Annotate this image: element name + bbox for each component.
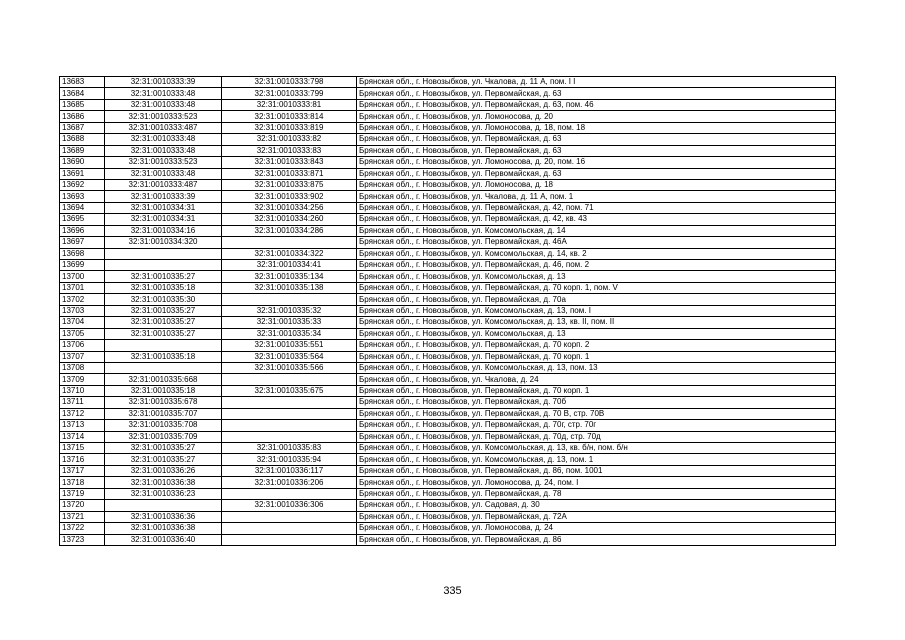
row-number-cell: 13692 (60, 179, 105, 190)
row-number-cell: 13713 (60, 420, 105, 431)
row-number-cell: 13721 (60, 511, 105, 522)
address-cell: Брянская обл., г. Новозыбков, ул. Первомайская, д. 63 (357, 145, 836, 156)
table-row (60, 282, 836, 293)
address-cell: Брянская обл., г. Новозыбков, ул. Первомайская, д. 63 (357, 134, 836, 145)
parcel-number-cell: 32:31:0010333:48 (105, 168, 222, 179)
row-number-cell: 13722 (60, 523, 105, 534)
table-row (60, 397, 836, 408)
table-row (60, 111, 836, 122)
parcel-number-cell: 32:31:0010335:18 (105, 351, 222, 362)
address-cell: Брянская обл., г. Новозыбков, ул. Чкалова, д. 11 А, пом. I I (357, 77, 836, 88)
object-number-cell: 32:31:0010334:322 (222, 248, 357, 259)
object-number-cell: 32:31:0010335:94 (222, 454, 357, 465)
object-number-cell: 32:31:0010333:819 (222, 122, 357, 133)
address-cell: Брянская обл., г. Новозыбков, ул. Первомайская, д. 86 (357, 534, 836, 545)
row-number-cell: 13723 (60, 534, 105, 545)
address-cell: Брянская обл., г. Новозыбков, ул. Чкалова, д. 24 (357, 374, 836, 385)
parcel-number-cell (105, 362, 222, 373)
object-number-cell: 32:31:0010333:798 (222, 77, 357, 88)
object-number-cell: 32:31:0010335:34 (222, 328, 357, 339)
table-row (60, 134, 836, 145)
parcel-number-cell: 32:31:0010334:320 (105, 237, 222, 248)
object-number-cell: 32:31:0010334:256 (222, 202, 357, 213)
object-number-cell: 32:31:0010334:286 (222, 225, 357, 236)
row-number-cell: 13706 (60, 340, 105, 351)
table-row (60, 271, 836, 282)
object-number-cell: 32:31:0010333:875 (222, 179, 357, 190)
parcel-number-cell: 32:31:0010336:38 (105, 477, 222, 488)
row-number-cell: 13703 (60, 305, 105, 316)
address-cell: Брянская обл., г. Новозыбков, ул. Первомайская, д. 70 корп. 2 (357, 340, 836, 351)
register-table (59, 76, 836, 546)
table-row (60, 477, 836, 488)
parcel-number-cell: 32:31:0010333:523 (105, 111, 222, 122)
parcel-number-cell: 32:31:0010335:707 (105, 408, 222, 419)
address-cell: Брянская обл., г. Новозыбков, ул. Комсомольская, д. 14, кв. 2 (357, 248, 836, 259)
row-number-cell: 13710 (60, 385, 105, 396)
table-row (60, 534, 836, 545)
address-cell: Брянская обл., г. Новозыбков, ул. Ломоносова, д. 20, пом. 16 (357, 157, 836, 168)
table-row (60, 99, 836, 110)
object-number-cell (222, 237, 357, 248)
parcel-number-cell: 32:31:0010333:48 (105, 134, 222, 145)
row-number-cell: 13699 (60, 260, 105, 271)
object-number-cell (222, 294, 357, 305)
parcel-number-cell: 32:31:0010334:31 (105, 202, 222, 213)
table-row (60, 488, 836, 499)
object-number-cell: 32:31:0010335:33 (222, 317, 357, 328)
parcel-number-cell: 32:31:0010335:27 (105, 454, 222, 465)
object-number-cell: 32:31:0010333:83 (222, 145, 357, 156)
object-number-cell (222, 431, 357, 442)
object-number-cell: 32:31:0010333:843 (222, 157, 357, 168)
object-number-cell (222, 408, 357, 419)
row-number-cell: 13688 (60, 134, 105, 145)
address-cell: Брянская обл., г. Новозыбков, ул. Комсомольская, д. 13, кв. б/н, пом. б/н (357, 443, 836, 454)
parcel-number-cell: 32:31:0010335:27 (105, 328, 222, 339)
row-number-cell: 13718 (60, 477, 105, 488)
parcel-number-cell: 32:31:0010333:48 (105, 145, 222, 156)
object-number-cell: 32:31:0010335:138 (222, 282, 357, 293)
row-number-cell: 13696 (60, 225, 105, 236)
address-cell: Брянская обл., г. Новозыбков, ул. Ломоносова, д. 18, пом. 18 (357, 122, 836, 133)
address-cell: Брянская обл., г. Новозыбков, ул. Первомайская, д. 70 корп. 1 (357, 351, 836, 362)
parcel-number-cell: 32:31:0010336:40 (105, 534, 222, 545)
parcel-number-cell: 32:31:0010335:27 (105, 443, 222, 454)
parcel-number-cell (105, 260, 222, 271)
address-cell: Брянская обл., г. Новозыбков, ул. Первомайская, д. 46А (357, 237, 836, 248)
parcel-number-cell: 32:31:0010335:678 (105, 397, 222, 408)
parcel-number-cell (105, 248, 222, 259)
parcel-number-cell (105, 340, 222, 351)
table-row (60, 294, 836, 305)
object-number-cell: 32:31:0010335:32 (222, 305, 357, 316)
object-number-cell: 32:31:0010333:82 (222, 134, 357, 145)
object-number-cell (222, 374, 357, 385)
parcel-number-cell: 32:31:0010335:27 (105, 317, 222, 328)
table-row (60, 260, 836, 271)
row-number-cell: 13700 (60, 271, 105, 282)
table-row (60, 374, 836, 385)
address-cell: Брянская обл., г. Новозыбков, ул. Первомайская, д. 70г, стр. 70г (357, 420, 836, 431)
row-number-cell: 13697 (60, 237, 105, 248)
address-cell: Брянская обл., г. Новозыбков, ул. Первомайская, д. 46, пом. 2 (357, 260, 836, 271)
object-number-cell: 32:31:0010334:41 (222, 260, 357, 271)
row-number-cell: 13704 (60, 317, 105, 328)
table-row (60, 237, 836, 248)
table-row (60, 248, 836, 259)
row-number-cell: 13690 (60, 157, 105, 168)
object-number-cell (222, 420, 357, 431)
address-cell: Брянская обл., г. Новозыбков, ул. Первомайская, д. 42, пом. 71 (357, 202, 836, 213)
parcel-number-cell: 32:31:0010336:26 (105, 465, 222, 476)
address-cell: Брянская обл., г. Новозыбков, ул. Комсомольская, д. 13, пом. I (357, 305, 836, 316)
parcel-number-cell: 32:31:0010333:523 (105, 157, 222, 168)
row-number-cell: 13683 (60, 77, 105, 88)
table-row (60, 523, 836, 534)
object-number-cell (222, 488, 357, 499)
row-number-cell: 13712 (60, 408, 105, 419)
address-cell: Брянская обл., г. Новозыбков, ул. Первомайская, д. 72А (357, 511, 836, 522)
object-number-cell: 32:31:0010335:564 (222, 351, 357, 362)
object-number-cell: 32:31:0010335:675 (222, 385, 357, 396)
table-row (60, 77, 836, 88)
object-number-cell: 32:31:0010333:871 (222, 168, 357, 179)
address-cell: Брянская обл., г. Новозыбков, ул. Первомайская, д. 63, пом. 46 (357, 99, 836, 110)
address-cell: Брянская обл., г. Новозыбков, ул. Комсомольская, д. 14 (357, 225, 836, 236)
row-number-cell: 13693 (60, 191, 105, 202)
parcel-number-cell: 32:31:0010335:27 (105, 305, 222, 316)
object-number-cell: 32:31:0010335:551 (222, 340, 357, 351)
row-number-cell: 13711 (60, 397, 105, 408)
table-row (60, 202, 836, 213)
table-row (60, 431, 836, 442)
table-row (60, 500, 836, 511)
address-cell: Брянская обл., г. Новозыбков, ул. Первомайская, д. 70а (357, 294, 836, 305)
row-number-cell: 13701 (60, 282, 105, 293)
row-number-cell: 13702 (60, 294, 105, 305)
parcel-number-cell: 32:31:0010333:487 (105, 122, 222, 133)
row-number-cell: 13708 (60, 362, 105, 373)
parcel-number-cell: 32:31:0010336:23 (105, 488, 222, 499)
address-cell: Брянская обл., г. Новозыбков, ул. Первомайская, д. 78 (357, 488, 836, 499)
table-row (60, 340, 836, 351)
parcel-number-cell: 32:31:0010333:39 (105, 191, 222, 202)
row-number-cell: 13707 (60, 351, 105, 362)
row-number-cell: 13695 (60, 214, 105, 225)
row-number-cell: 13684 (60, 88, 105, 99)
parcel-number-cell: 32:31:0010334:16 (105, 225, 222, 236)
parcel-number-cell: 32:31:0010336:38 (105, 523, 222, 534)
table-row (60, 157, 836, 168)
object-number-cell: 32:31:0010334:260 (222, 214, 357, 225)
table-row (60, 88, 836, 99)
parcel-number-cell: 32:31:0010336:36 (105, 511, 222, 522)
table-row (60, 122, 836, 133)
object-number-cell (222, 397, 357, 408)
parcel-number-cell: 32:31:0010335:27 (105, 271, 222, 282)
table-row (60, 225, 836, 236)
address-cell: Брянская обл., г. Новозыбков, ул. Первомайская, д. 70 В, стр. 70В (357, 408, 836, 419)
row-number-cell: 13686 (60, 111, 105, 122)
row-number-cell: 13685 (60, 99, 105, 110)
address-cell: Брянская обл., г. Новозыбков, ул. Первомайская, д. 86, пом. 1001 (357, 465, 836, 476)
parcel-number-cell: 32:31:0010334:31 (105, 214, 222, 225)
address-cell: Брянская обл., г. Новозыбков, ул. Первомайская, д. 63 (357, 88, 836, 99)
row-number-cell: 13715 (60, 443, 105, 454)
object-number-cell: 32:31:0010336:206 (222, 477, 357, 488)
object-number-cell: 32:31:0010335:566 (222, 362, 357, 373)
object-number-cell (222, 523, 357, 534)
parcel-number-cell (105, 500, 222, 511)
table-row (60, 191, 836, 202)
parcel-number-cell: 32:31:0010335:30 (105, 294, 222, 305)
row-number-cell: 13709 (60, 374, 105, 385)
row-number-cell: 13705 (60, 328, 105, 339)
address-cell: Брянская обл., г. Новозыбков, ул. Первомайская, д. 70д, стр. 70д (357, 431, 836, 442)
address-cell: Брянская обл., г. Новозыбков, ул. Первомайская, д. 70б (357, 397, 836, 408)
row-number-cell: 13719 (60, 488, 105, 499)
address-cell: Брянская обл., г. Новозыбков, ул. Комсомольская, д. 13 (357, 328, 836, 339)
object-number-cell: 32:31:0010333:81 (222, 99, 357, 110)
address-cell: Брянская обл., г. Новозыбков, ул. Ломоносова, д. 24 (357, 523, 836, 534)
page-number: 335 (443, 585, 462, 597)
address-cell: Брянская обл., г. Новозыбков, ул. Первомайская, д. 63 (357, 168, 836, 179)
table-row (60, 351, 836, 362)
parcel-number-cell: 32:31:0010333:39 (105, 77, 222, 88)
address-cell: Брянская обл., г. Новозыбков, ул. Первомайская, д. 42, кв. 43 (357, 214, 836, 225)
table-row (60, 179, 836, 190)
table-row (60, 454, 836, 465)
address-cell: Брянская обл., г. Новозыбков, ул. Чкалова, д. 11 А, пом. 1 (357, 191, 836, 202)
object-number-cell: 32:31:0010333:902 (222, 191, 357, 202)
parcel-number-cell: 32:31:0010333:487 (105, 179, 222, 190)
table-row (60, 385, 836, 396)
row-number-cell: 13714 (60, 431, 105, 442)
row-number-cell: 13717 (60, 465, 105, 476)
parcel-number-cell: 32:31:0010333:48 (105, 99, 222, 110)
table-row (60, 214, 836, 225)
address-cell: Брянская обл., г. Новозыбков, ул. Комсомольская, д. 13, пом. 1 (357, 454, 836, 465)
row-number-cell: 13691 (60, 168, 105, 179)
object-number-cell (222, 534, 357, 545)
address-cell: Брянская обл., г. Новозыбков, ул. Комсомольская, д. 13 (357, 271, 836, 282)
table-row (60, 465, 836, 476)
table-row (60, 362, 836, 373)
table-row (60, 328, 836, 339)
table-row (60, 317, 836, 328)
address-cell: Брянская обл., г. Новозыбков, ул. Ломоносова, д. 24, пом. I (357, 477, 836, 488)
object-number-cell: 32:31:0010333:814 (222, 111, 357, 122)
row-number-cell: 13716 (60, 454, 105, 465)
parcel-number-cell: 32:31:0010335:708 (105, 420, 222, 431)
table-row (60, 305, 836, 316)
object-number-cell (222, 511, 357, 522)
object-number-cell: 32:31:0010336:306 (222, 500, 357, 511)
address-cell: Брянская обл., г. Новозыбков, ул. Ломоносова, д. 20 (357, 111, 836, 122)
table-row (60, 511, 836, 522)
row-number-cell: 13687 (60, 122, 105, 133)
table-row (60, 408, 836, 419)
parcel-number-cell: 32:31:0010335:709 (105, 431, 222, 442)
row-number-cell: 13694 (60, 202, 105, 213)
address-cell: Брянская обл., г. Новозыбков, ул. Садовая, д. 30 (357, 500, 836, 511)
register-table-body (60, 77, 836, 546)
table-row (60, 145, 836, 156)
table-row (60, 420, 836, 431)
address-cell: Брянская обл., г. Новозыбков, ул. Ломоносова, д. 18 (357, 179, 836, 190)
address-cell: Брянская обл., г. Новозыбков, ул. Комсомольская, д. 13, кв. II, пом. II (357, 317, 836, 328)
parcel-number-cell: 32:31:0010333:48 (105, 88, 222, 99)
object-number-cell: 32:31:0010335:134 (222, 271, 357, 282)
parcel-number-cell: 32:31:0010335:18 (105, 282, 222, 293)
address-cell: Брянская обл., г. Новозыбков, ул. Первомайская, д. 70 корп. 1, пом. V (357, 282, 836, 293)
row-number-cell: 13720 (60, 500, 105, 511)
row-number-cell: 13698 (60, 248, 105, 259)
parcel-number-cell: 32:31:0010335:18 (105, 385, 222, 396)
address-cell: Брянская обл., г. Новозыбков, ул. Комсомольская, д. 13, пом. 13 (357, 362, 836, 373)
address-cell: Брянская обл., г. Новозыбков, ул. Первомайская, д. 70 корп. 1 (357, 385, 836, 396)
row-number-cell: 13689 (60, 145, 105, 156)
object-number-cell: 32:31:0010336:117 (222, 465, 357, 476)
object-number-cell: 32:31:0010333:799 (222, 88, 357, 99)
parcel-number-cell: 32:31:0010335:668 (105, 374, 222, 385)
table-row (60, 168, 836, 179)
table-row (60, 443, 836, 454)
object-number-cell: 32:31:0010335:83 (222, 443, 357, 454)
